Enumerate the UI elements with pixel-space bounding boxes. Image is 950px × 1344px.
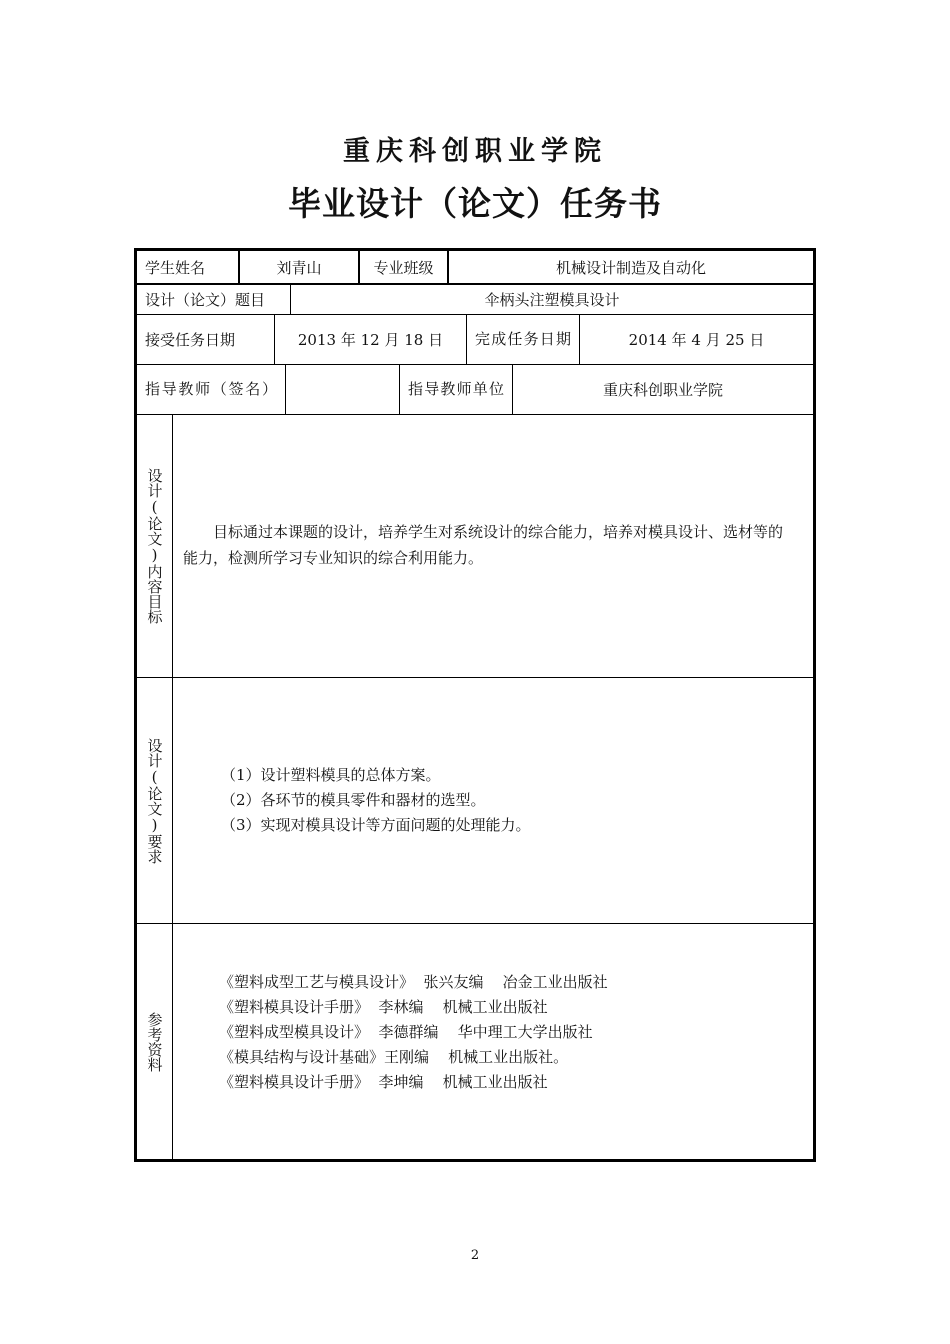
row-topic — [137, 285, 813, 315]
list-item: 《模具结构与设计基础》王刚编 机械工业出版社。 — [219, 1048, 569, 1066]
list-item: 《塑料模具设计手册》 李林编 机械工业出版社 — [219, 998, 548, 1016]
finish-date-value: 2014 年 4 月 25 日 — [579, 315, 813, 364]
section-references — [137, 924, 813, 1159]
page-number: 2 — [470, 1248, 480, 1263]
student-name-label: 学生姓名 — [145, 258, 206, 277]
receive-date-value: 2013 年 12 月 18 日 — [274, 315, 466, 364]
references-list — [219, 970, 803, 1095]
advisor-signature-field — [285, 365, 399, 414]
row-dates — [137, 315, 813, 365]
list-item: 《塑料成型模具设计》 李德群编 华中理工大学出版社 — [219, 1023, 593, 1041]
major-value: 机械设计制造及自动化 — [447, 251, 813, 283]
list-item: （1）设计塑料模具的总体方案。 — [221, 766, 441, 784]
goal-label: 设计(论文)内容目标 — [145, 468, 164, 624]
list-item: （3）实现对模具设计等方面问题的处理能力。 — [221, 816, 531, 834]
document-title: 毕业设计（论文）任务书 — [288, 184, 662, 223]
school-name: 重庆科创职业学院 — [343, 136, 607, 167]
task-form-table — [134, 248, 816, 1162]
requirements-label: 设计(论文)要求 — [145, 737, 164, 864]
advisor-label: 指导教师（签名） — [145, 380, 277, 398]
list-item: 《塑料成型工艺与模具设计》 张兴友编 冶金工业出版社 — [219, 973, 608, 991]
section-content-goal — [137, 415, 813, 678]
list-item: 《塑料模具设计手册》 李坤编 机械工业出版社 — [219, 1073, 548, 1091]
goal-text: 目标通过本课题的设计，培养学生对系统设计的综合能力，培养对模具设计、选材等的能力，检测所学习专业知识的综合利用能力。 — [183, 523, 784, 567]
student-name-value: 刘青山 — [238, 251, 358, 283]
list-item: （2）各环节的模具零件和器材的选型。 — [221, 791, 486, 809]
major-label: 专业班级 — [358, 251, 447, 283]
references-label: 参考资料 — [145, 1011, 164, 1072]
topic-value: 伞柄头注塑模具设计 — [290, 285, 813, 314]
section-requirements — [137, 678, 813, 924]
requirements-list — [221, 763, 793, 838]
finish-date-label: 完成任务日期 — [475, 330, 571, 348]
advisor-unit-value: 重庆科创职业学院 — [512, 365, 813, 414]
topic-label: 设计（论文）题目 — [145, 291, 266, 309]
advisor-unit-label: 指导教师单位 — [408, 380, 504, 398]
row-advisor — [137, 365, 813, 415]
row-student-info — [137, 251, 813, 285]
receive-date-label: 接受任务日期 — [145, 331, 236, 349]
